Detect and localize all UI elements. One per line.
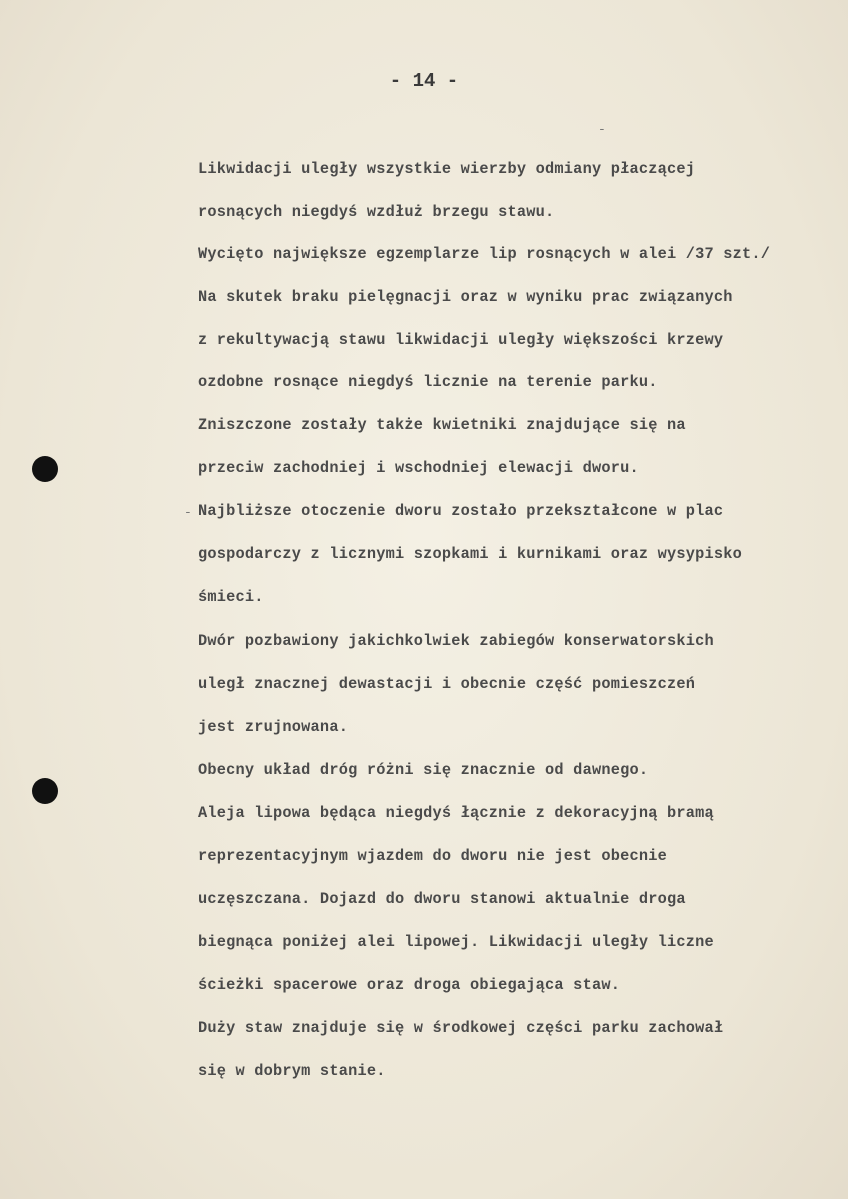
text-line: Dwór pozbawiony jakichkolwiek zabiegów konserwatorskich (198, 632, 714, 650)
page-number: - 14 - (389, 70, 459, 92)
text-line: Aleja lipowa będąca niegdyś łącznie z dekoracyjną bramą (198, 804, 714, 822)
text-line: reprezentacyjnym wjazdem do dworu nie jest obecnie (198, 847, 667, 865)
punch-hole-lower (32, 778, 58, 804)
punch-hole-upper (32, 456, 58, 482)
text-line: przeciw zachodniej i wschodniej elewacji dworu. (198, 459, 639, 477)
text-line: gospodarczy z licznymi szopkami i kurnikami oraz wysypisko (198, 545, 743, 563)
text-line: Wycięto największe egzemplarze lip rosnących w alei /37 szt./ (198, 245, 771, 263)
text-line: jest zrujnowana. (198, 718, 349, 736)
text-line: Obecny układ dróg różni się znacznie od dawnego. (198, 761, 649, 779)
text-line: śmieci. (198, 588, 264, 606)
text-line: Duży staw znajduje się w środkowej części parku zachował (198, 1019, 724, 1037)
text-line: Zniszczone zostały także kwietniki znajdujące się na (198, 416, 686, 434)
text-line: z rekultywacją stawu likwidacji uległy większości krzewy (198, 331, 724, 349)
text-line: Najbliższe otoczenie dworu zostało przekształcone w plac (198, 502, 724, 520)
text-line: biegnąca poniżej alei lipowej. Likwidacji uległy liczne (198, 933, 714, 951)
text-line: uczęszczana. Dojazd do dworu stanowi aktualnie droga (198, 890, 686, 908)
text-line: Na skutek braku pielęgnacji oraz w wyniku prac związanych (198, 288, 733, 306)
text-line: Likwidacji uległy wszystkie wierzby odmiany płaczącej (198, 160, 696, 178)
text-line: uległ znacznej dewastacji i obecnie część pomieszczeń (198, 675, 696, 693)
text-line: się w dobrym stanie. (198, 1062, 386, 1080)
stray-mark: - (598, 122, 606, 137)
text-line: ozdobne rosnące niegdyś licznie na terenie parku. (198, 373, 658, 391)
text-line: ścieżki spacerowe oraz droga obiegająca staw. (198, 976, 621, 994)
margin-mark: - (184, 505, 192, 520)
text-line: rosnących niegdyś wzdłuż brzegu stawu. (198, 203, 555, 221)
